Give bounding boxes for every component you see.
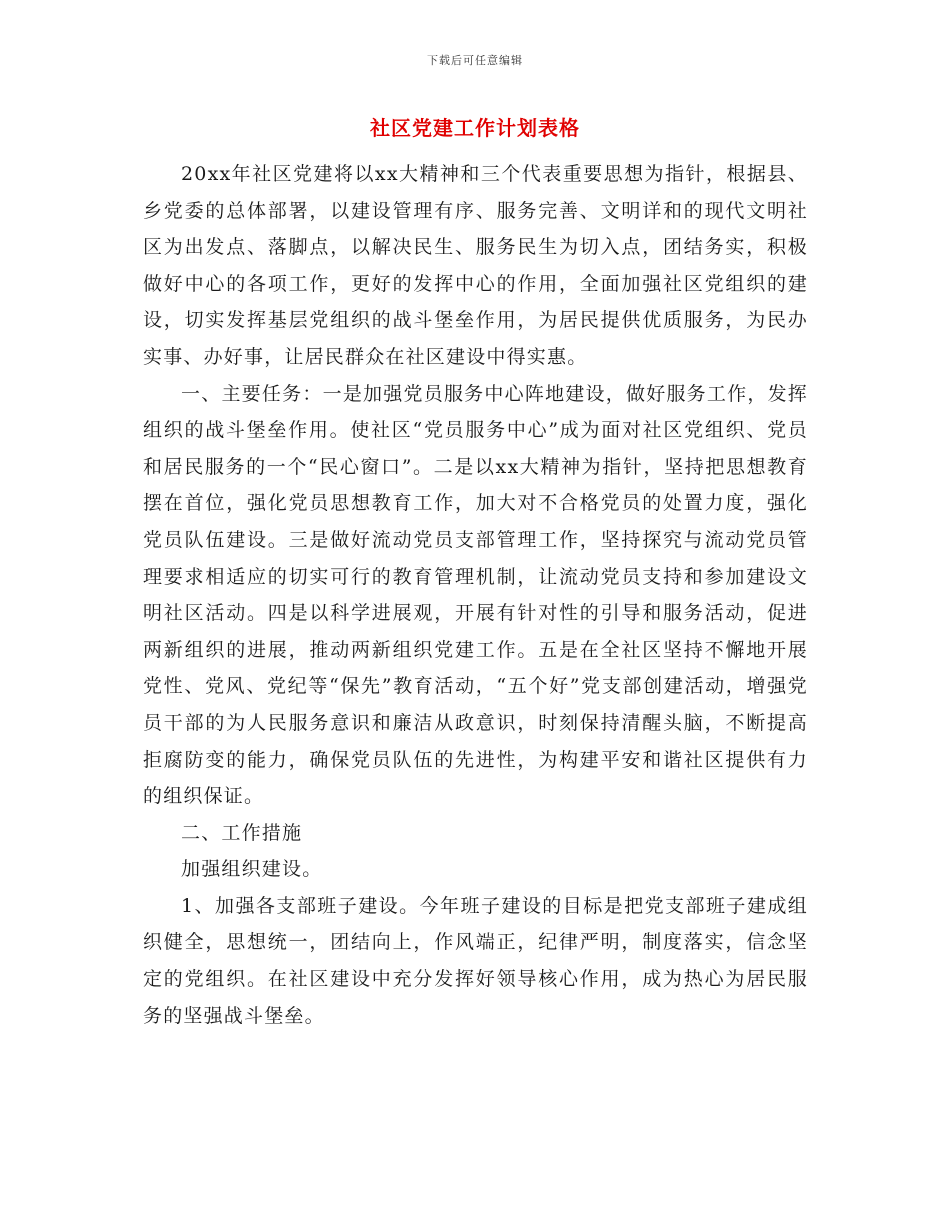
section-heading-measures: 二、工作措施 xyxy=(181,821,303,844)
measure-item-1: 1、加强各支部班子建设。今年班子建设的目标是把党支部班子建成组织健全，思想统一，团结向上，作风端正，纪律严明，制度落实，信念坚定的党组织。在社区建设中充分发挥好领导核心作用，成为热心为居民服务的坚强战斗堡垒。 xyxy=(143,894,808,1027)
main-tasks-paragraph: 一、主要任务：一是加强党员服务中心阵地建设，做好服务工作，发挥组织的战斗堡垒作用。使社区“党员服务中心”成为面对社区党组织、党员和居民服务的一个“民心窗口”。二是以xx大精神为指针，坚持把思想教育摆在首位，强化党员思想教育工作，加大对不合格党员的处置力度，强化党员队伍建设。三是做好流动党员支部管理工作，坚持探究与流动党员管理要求相适应的切实可行的教育管理机制，让流动党员支持和参加建设文明社区活动。四是以科学进展观，开展有针对性的引导和服务活动，促进两新组织的进展，推动两新组织党建工作。五是在全社区坚持不懈地开展党性、党风、党纪等“保先”教育活动，“五个好”党支部创建活动，增强党员干部的为人民服务意识和廉洁从政意识，时刻保持清醒头脑，不断提高拒腐防变的能力，确保党员队伍的先进性，为构建平安和谐社区提供有力的组织保证。 xyxy=(143,382,808,808)
subheading-organization: 加强组织建设。 xyxy=(181,858,323,881)
document-body xyxy=(143,156,808,1034)
document-title: 社区党建工作计划表格 xyxy=(370,116,580,140)
intro-paragraph: 20xx年社区党建将以xx大精神和三个代表重要思想为指针，根据县、乡党委的总体部署，以建设管理有序、服务完善、文明详和的现代文明社区为出发点、落脚点，以解决民生、服务民生为切入点，团结务实，积极做好中心的各项工作，更好的发挥中心的作用，全面加强社区党组织的建设，切实发挥基层党组织的战斗堡垒作用，为居民提供优质服务，为民办实事、办好事，让居民群众在社区建设中得实惠。 xyxy=(143,163,808,368)
page-header: 下载后可任意编辑 xyxy=(427,54,523,67)
